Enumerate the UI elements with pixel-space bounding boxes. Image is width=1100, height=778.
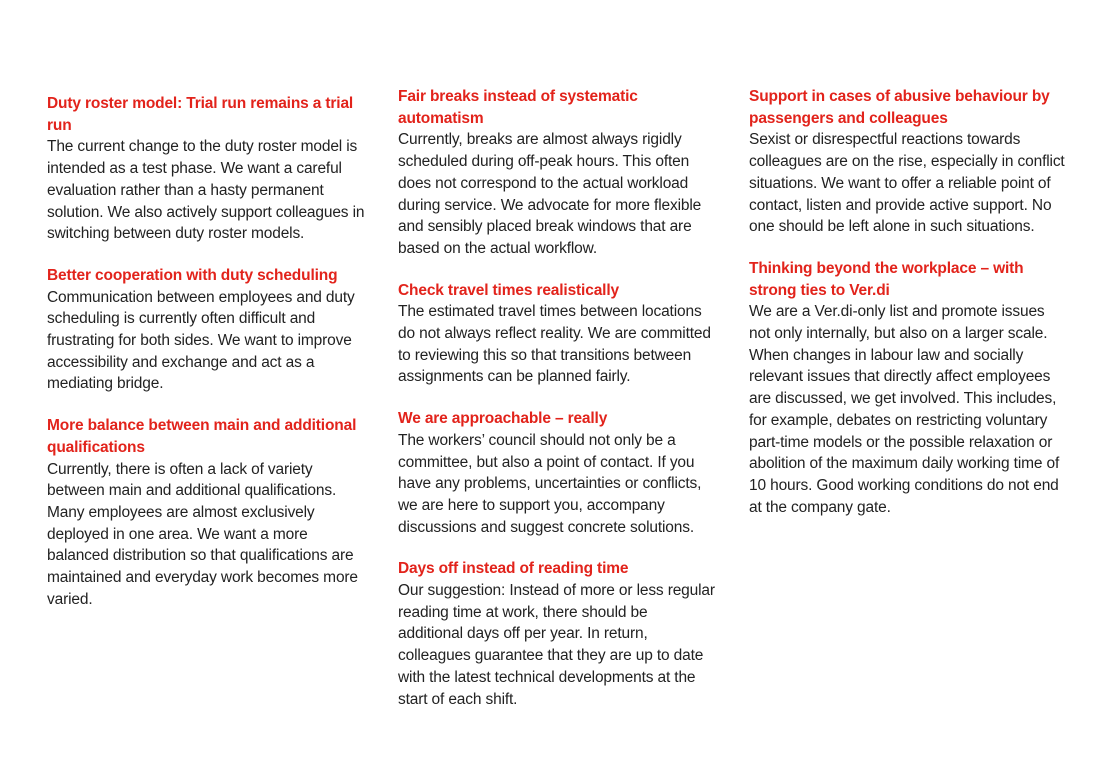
section-beyond-workplace-verdi xyxy=(749,258,1067,518)
section-heading: We are approachable – really xyxy=(398,410,608,428)
section-approachable xyxy=(398,408,716,538)
section-duty-roster-model xyxy=(47,93,365,245)
section-body: The current change to the duty roster model is intended as a test phase. We want a careful evaluation rather than a hasty permanent solution. We also actively support colleagues in switching between duty roster models. xyxy=(47,138,365,243)
section-fair-breaks xyxy=(398,86,716,260)
section-heading: Fair breaks instead of systematic automatism xyxy=(398,88,638,127)
section-better-cooperation xyxy=(47,265,365,395)
section-more-balance-qualifications xyxy=(47,415,365,610)
section-heading: Days off instead of reading time xyxy=(398,560,629,578)
section-body: We are a Ver.di-only list and promote issues not only internally, but also on a larger scale. When changes in labour law and socially relevant issues that directly affect employees are discussed, we get involved. This includes, for example, debates on restricting voluntary part-time models or the possible relaxation or abolition of the maximum daily working time of 10 hours. Good working conditions do not end at the company gate. xyxy=(749,303,1060,516)
column-left xyxy=(47,86,365,630)
section-heading: Thinking beyond the workplace – with strong ties to Ver.di xyxy=(749,259,1024,299)
section-days-off xyxy=(398,558,716,710)
column-middle xyxy=(398,86,716,730)
section-body: The workers’ council should not only be a committee, but also a point of contact. If you have any problems, uncertainties or conflicts, we are here to support you, accompany discussions and suggest concrete solutions. xyxy=(398,431,702,536)
section-heading: Duty roster model: Trial run remains a trial run xyxy=(47,95,354,134)
columns-container xyxy=(47,86,1100,730)
section-travel-times xyxy=(398,280,716,389)
section-heading: Support in cases of abusive behaviour by passengers and colleagues xyxy=(749,88,1050,127)
section-abusive-behaviour-support xyxy=(749,86,1067,238)
section-body: Currently, breaks are almost always rigidly scheduled during off-peak hours. This often does not correspond to the actual workload during service. We advocate for more flexible and sensibly placed break windows that are based on the actual workflow. xyxy=(398,131,702,257)
column-right xyxy=(749,86,1067,538)
section-body: Communication between employees and duty scheduling is currently often difficult and frustrating for both sides. We want to improve accessibility and exchange and act as a mediating bridge. xyxy=(47,288,355,393)
section-body: Our suggestion: Instead of more or less regular reading time at work, there should be additional days off per year. In return, colleagues guarantee that they are up to date with the latest technical developments at the start of each shift. xyxy=(398,582,715,708)
section-body: The estimated travel times between locations do not always reflect reality. We are committed to reviewing this so that transitions between assignments can be planned fairly. xyxy=(398,303,711,386)
section-body: Currently, there is often a lack of variety between main and additional qualifications. Many employees are almost exclusively deployed in one area. We want a more balanced distribution so that qualifications are maintained and everyday work becomes more varied. xyxy=(47,460,358,608)
section-heading: Better cooperation with duty scheduling xyxy=(47,266,338,284)
section-heading: Check travel times realistically xyxy=(398,281,619,299)
section-body: Sexist or disrespectful reactions towards colleagues are on the rise, especially in conflict situations. We want to offer a reliable point of contact, listen and provide active support. No one should be left alone in such situations. xyxy=(749,131,1065,236)
section-heading: More balance between main and additional qualifications xyxy=(47,417,357,456)
